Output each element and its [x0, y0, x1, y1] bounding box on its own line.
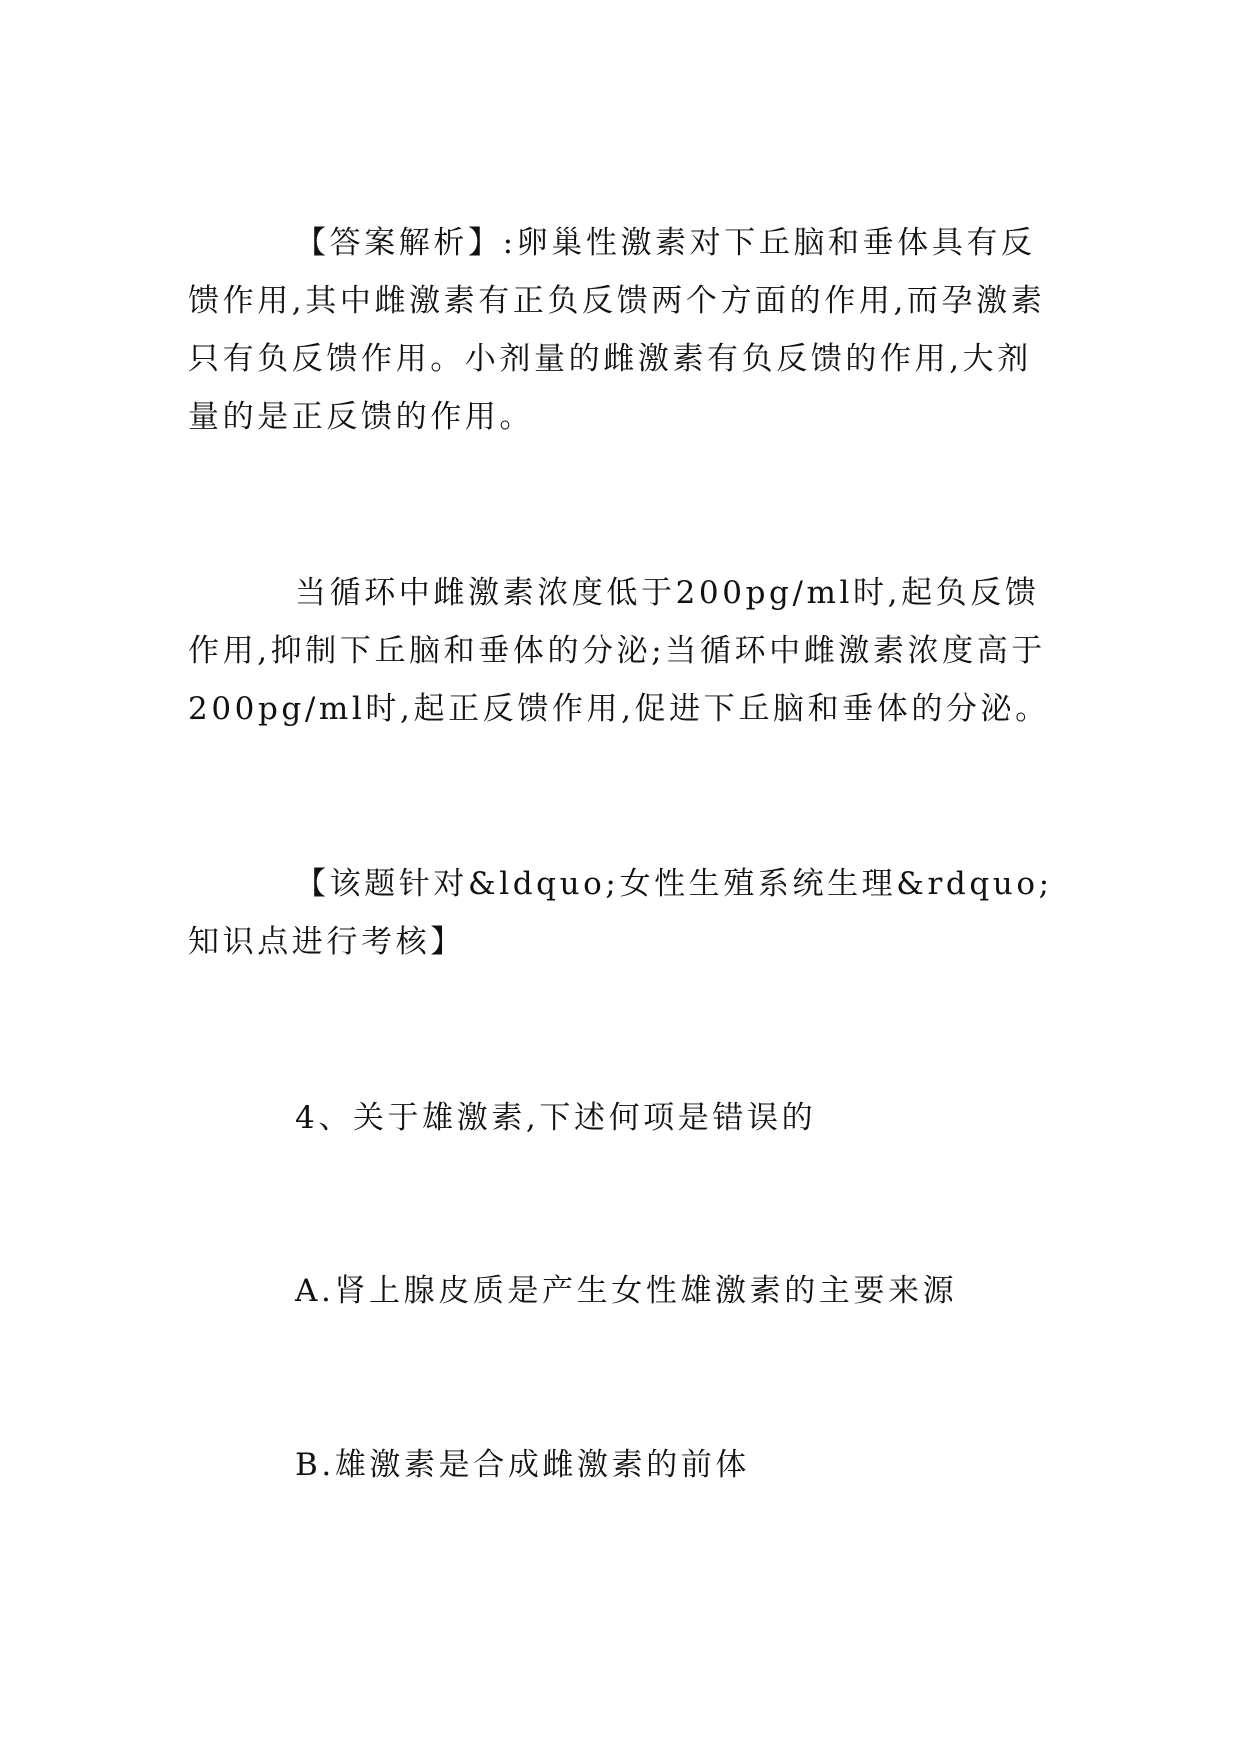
option-a: A.肾上腺皮质是产生女性雄激素的主要来源	[295, 1273, 958, 1309]
topic-note-paragraph: 【该题针对&ldquo;女性生殖系统生理&rdquo;知识点进行考核】	[188, 866, 1053, 960]
answer-explanation-paragraph: 【答案解析】:卵巢性激素对下丘脑和垂体具有反馈作用,其中雌激素有正负反馈两个方面的作用,而孕激素只有负反馈作用。小剂量的雌激素有负反馈的作用,大剂量的是正反馈的作用。	[188, 225, 1046, 435]
question-4-stem: 4、关于雄激素,下述何项是错误的	[295, 1100, 817, 1136]
estrogen-feedback-paragraph: 当循环中雌激素浓度低于200pg/ml时,起负反馈作用,抑制下丘脑和垂体的分泌;当循环中雌激素浓度高于200pg/ml时,起正反馈作用,促进下丘脑和垂体的分泌。	[188, 575, 1050, 727]
option-b: B.雄激素是合成雌激素的前体	[295, 1447, 751, 1483]
